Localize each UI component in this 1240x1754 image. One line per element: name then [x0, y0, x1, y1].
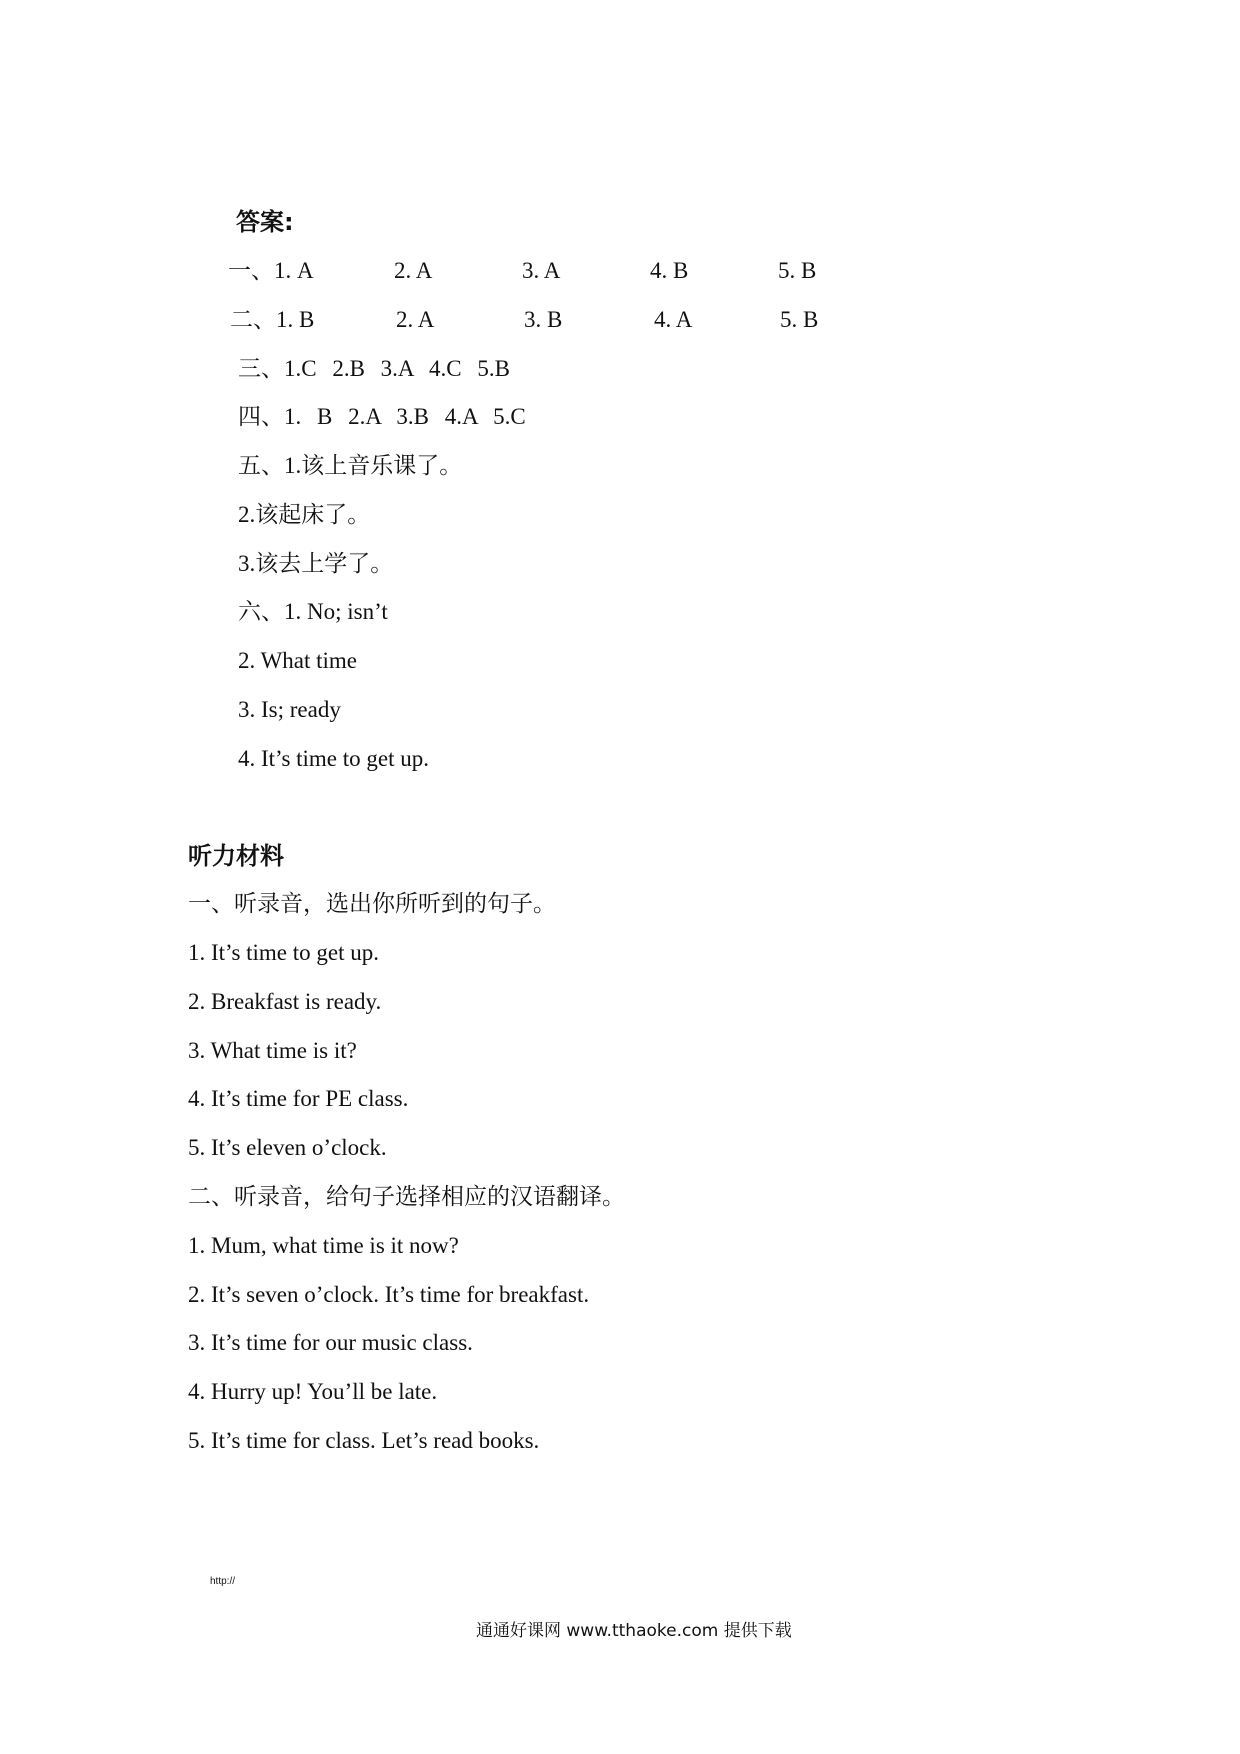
listening-part1-item: 5. It’s eleven o’clock.: [188, 1135, 387, 1160]
listening-part1-item: 3. What time is it?: [188, 1038, 357, 1063]
answer-cell: 5. B: [780, 307, 819, 332]
answer-cell: 2. A: [396, 307, 435, 332]
footer-small-url: http://: [210, 1576, 236, 1587]
listening-part2-title: 二、听录音，给句子选择相应的汉语翻译。: [188, 1184, 625, 1209]
listening-part1-item: 4. It’s time for PE class.: [188, 1086, 409, 1111]
answer-5-line-2: 2.该起床了。: [238, 502, 371, 527]
answer-cell: 3. A: [522, 258, 561, 283]
answer-6-line-4: 4. It’s time to get up.: [238, 746, 430, 771]
listening-part2-item: 3. It’s time for our music class.: [188, 1330, 473, 1355]
answer-cell: 4. A: [654, 307, 693, 332]
footer-credit: 通通好课网 www.tthaoke.com 提供下载: [476, 1621, 792, 1641]
listening-part1-item: 1. It’s time to get up.: [188, 940, 380, 965]
listening-heading: 听力材料: [188, 842, 284, 870]
listening-part2-item: 1. Mum, what time is it now?: [188, 1233, 459, 1258]
answer-cell: 4. B: [650, 258, 689, 283]
answer-6-line-2: 2. What time: [238, 648, 358, 673]
listening-part1-item: 2. Breakfast is ready.: [188, 989, 382, 1014]
answer-cell: 二、1. B: [230, 307, 315, 332]
answer-cell: 5. B: [778, 258, 817, 283]
answer-6-line-1: 六、1. No; isn’t: [238, 599, 388, 624]
answer-cell: 2. A: [394, 258, 433, 283]
answer-5-line-1: 五、1.该上音乐课了。: [238, 453, 463, 478]
answer-6-line-3: 3. Is; ready: [238, 697, 341, 722]
answer-row-4: 四、1. B 2.A 3.B 4.A 5.C: [238, 404, 526, 429]
listening-part2-item: 5. It’s time for class. Let’s read books.: [188, 1428, 540, 1453]
listening-part1-title: 一、听录音，选出你所听到的句子。: [188, 891, 556, 916]
answer-5-line-3: 3.该去上学了。: [238, 551, 394, 576]
listening-part2-item: 2. It’s seven o’clock. It’s time for breakfast.: [188, 1282, 590, 1307]
answer-row-3: 三、1.C 2.B 3.A 4.C 5.B: [238, 356, 510, 381]
listening-part2-item: 4. Hurry up! You’ll be late.: [188, 1379, 438, 1404]
answer-cell: 3. B: [524, 307, 563, 332]
answers-heading: 答案:: [236, 208, 294, 236]
answer-cell: 一、1. A: [228, 258, 314, 283]
